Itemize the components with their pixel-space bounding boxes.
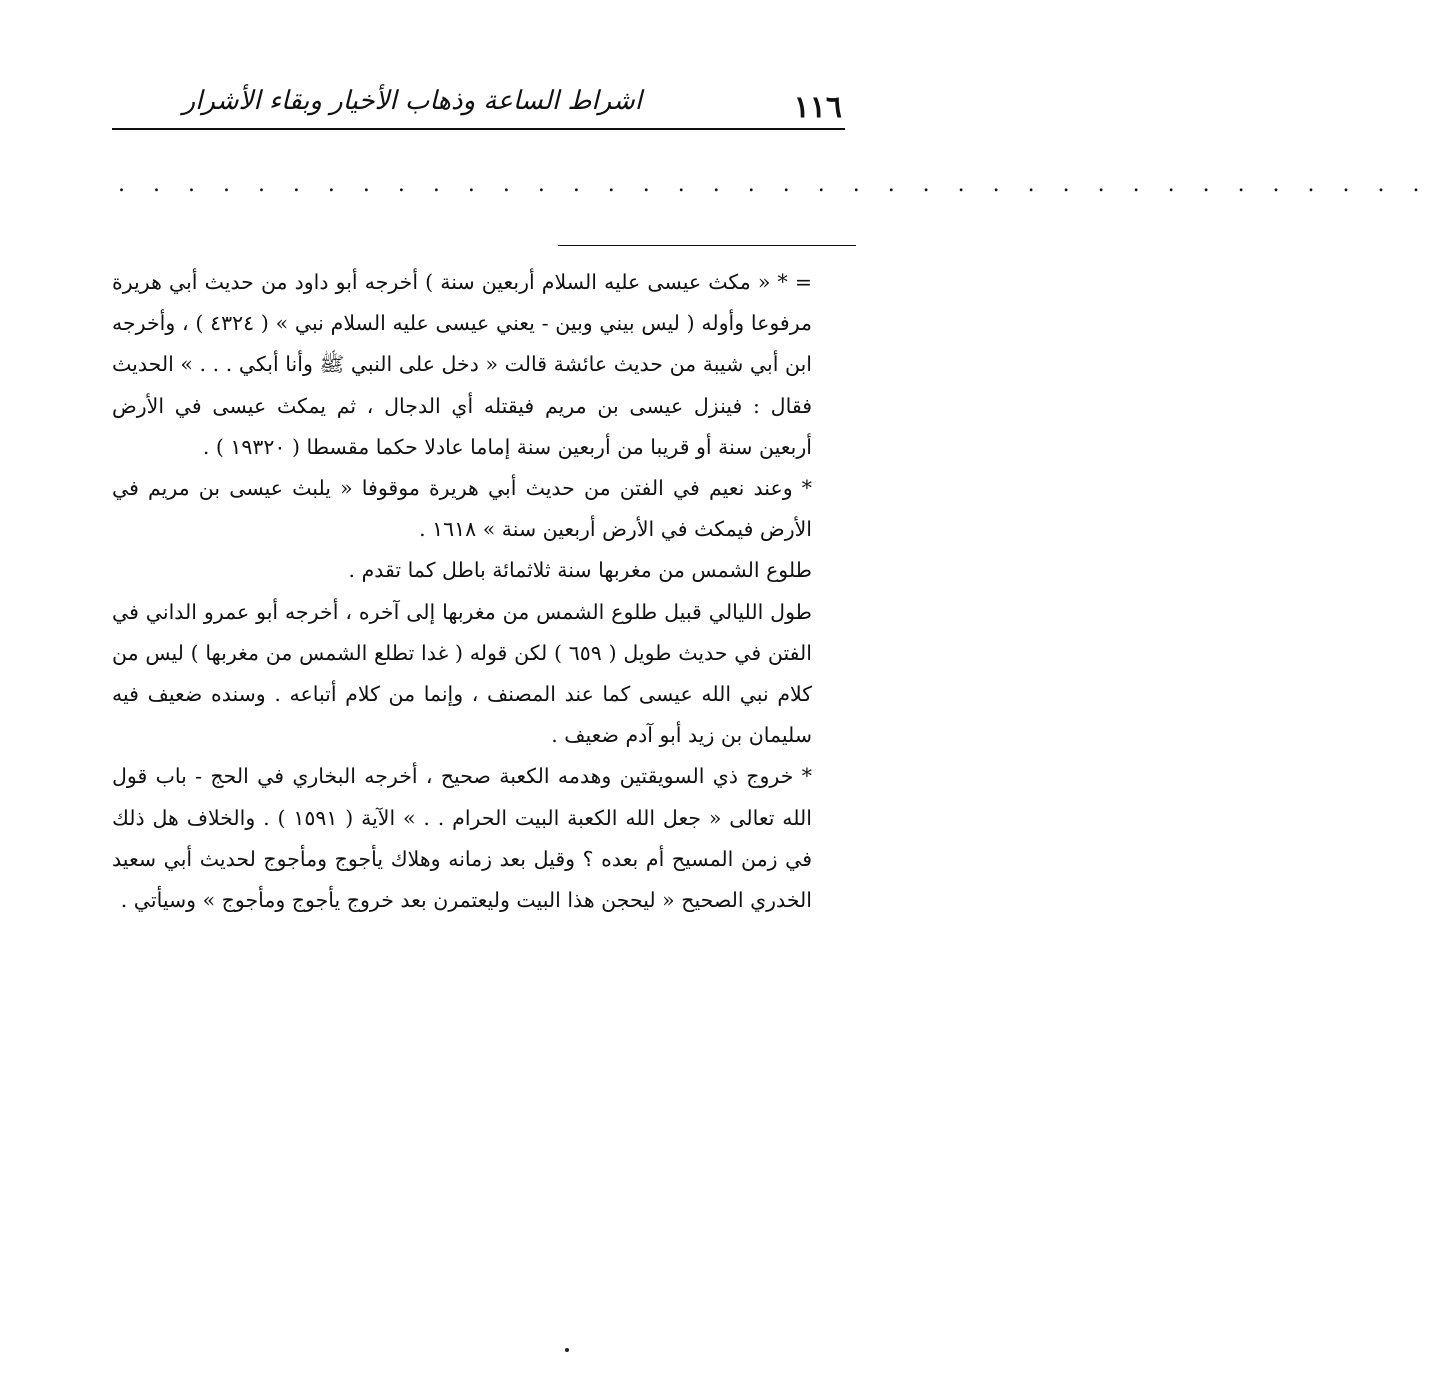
separator-dots: . . . . . . . . . . . . . . . . . . . . . . . . . . . . . . . . . . . . . . [118,172,1430,197]
footnote-paragraph: * خروج ذي السويقتين وهدمه الكعبة صحيح ، أخرجه البخاري في الحج - باب قول الله تعالى « جعل الله الكعبة البيت الحرام . . » الآية ( ١٥٩١ ) . والخلاف هل ذلك في زمن المسيح أم بعده ؟ وقيل بعد زمانه وهلاك يأجوج ومأجوج لحديث أبي سعيد الخدري الصحيح « ليحجن هذا البيت وليعتمرن بعد خروج يأجوج ومأجوج » وسيأتي . [112,764,812,913]
footnote-paragraph: طول الليالي قبيل طلوع الشمس من مغربها إلى آخره ، أخرجه أبو عمرو الداني في الفتن في حديث طويل ( ٦٥٩ ) لكن قوله ( غدا تطلع الشمس من مغربها ) ليس من كلام نبي الله عيسى كما عند المصنف ، وإنما من كلام أتباعه . وسنده ضعيف فيه سليمان بن زيد أبو آدم ضعيف . [112,599,812,748]
footnote-paragraph: * وعند نعيم في الفتن من حديث أبي هريرة موقوفا « يلبث عيسى بن مريم في الأرض فيمكث في الأرض أربعين سنة » ١٦١٨ . [112,476,812,542]
header-rule [112,128,845,130]
footnote-rule [558,245,856,246]
print-mark [565,1348,569,1352]
page-number: ١١٦ [793,90,842,125]
page-header [112,78,842,128]
footnote-paragraph: = * « مكث عيسى عليه السلام أربعين سنة ) أخرجه أبو داود من حديث أبي هريرة مرفوعا وأوله ( ليس بيني وبين - يعني عيسى عليه السلام نبي » ( ٤٣٢٤ ) ، وأخرجه ابن أبي شيبة من حديث عائشة قالت « دخل على النبي ﷺ وأنا أبكي . . . » الحديث فقال : فينزل عيسى بن مريم فيقتله أي الدجال ، ثم يمكث عيسى في الأرض أربعين سنة أو قريبا من أربعين سنة إماما عادلا حكما مقسطا ( ١٩٣٢٠ ) . [112,270,813,459]
footnotes-block [112,262,812,921]
running-title: اشراط الساعة وذهاب الأخيار وبقاء الأشرار [182,86,642,116]
footnote-paragraph: طلوع الشمس من مغربها سنة ثلاثمائة باطل كما تقدم . [348,558,812,583]
